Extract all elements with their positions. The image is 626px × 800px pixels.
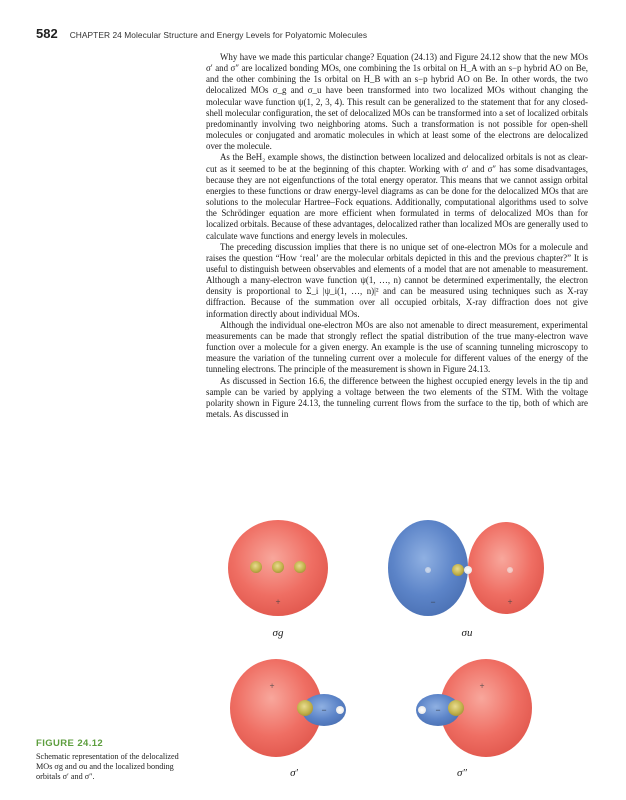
- sigma-g-label: σg: [272, 627, 284, 639]
- paragraph-3: The preceding discussion implies that there is no unique set of one-electron MOs for a molecule and raises the question “How ‘real’ are the molecular orbitals depicted in this and the previous chapter?” It is useful to distinguish between observables and elements of a model that are not amenable to measurement. Although a many-electron wave function ψ(1, …, n) cannot be determined experimentally, the electron density is proportional to Σ_i |ψ_i(1, …, n)|² and can be measured using techniques such as X-ray diffraction. Because of the summation over all occupied orbitals, X-ray diffraction does not give information directly about individual MOs.: [206, 241, 588, 319]
- paragraph-4: Although the individual one-electron MOs are also not amenable to direct measurement, experimental measurements can be made that strongly reflect the spatial distribution of the true many-electron wave function over a molecule for a given energy. An example is the use of scanning tunneling microscopy to measure the variation of the tunneling current over a molecule for different values of the energy of the tunneling electrons. The principle of the measurement is shown in Figure 24.13.: [206, 319, 588, 375]
- figure-caption: [36, 738, 184, 782]
- sigma-double-prime-nucleus-be: [448, 700, 464, 716]
- paragraph-1: Why have we made this particular change? Equation (24.13) and Figure 24.12 show that the new MOs σ′ and σ″ are localized bonding MOs, one combining the 1s orbital on H_A with an s−p hybrid AO on Be, and the other combining the 1s orbital on H_B with an s−p hybrid AO on Be. In other words, the two delocalized MOs σ_g and σ_u have been transformed into two localized MOs without changing the molecular wave function ψ(1, 2, 3, 4). This result can be generalized to the statement that for any closed-shell molecular configuration, the set of delocalized MOs can be transformed into a set of localized orbitals predominantly involving two neighboring atoms. Such a transformation is not possible for open-shell molecules or conjugated and aromatic molecules in which at least some of the electrons are delocalized over the molecule.: [206, 52, 588, 152]
- sigma-g-nucleus-center: [272, 561, 284, 573]
- sigma-double-prime-label: σ″: [456, 767, 468, 779]
- caption-title: FIGURE 24.12: [36, 738, 104, 749]
- sigma-u-nucleus-left: [425, 567, 431, 573]
- body-text: [206, 52, 588, 420]
- sigma-u-orbital: [388, 520, 544, 616]
- sigma-prime-orbital: [230, 659, 346, 757]
- sigma-g-orbital: [228, 520, 328, 616]
- sigma-u-nucleus-center: [452, 564, 464, 576]
- sigma-g-nucleus-left: [250, 561, 262, 573]
- sigma-prime-label: σ′: [290, 767, 298, 779]
- paragraph-5: As discussed in Section 16.6, the difference between the highest occupied energy levels in the tip and sample can be varied by applying a voltage between the two elements of the STM. With the voltage polarity shown in Figure 24.13, the tunneling current flows from the surface to the tip, both of which are metals. As discussed in: [206, 375, 588, 419]
- sigma-double-prime-plus-sign: +: [479, 681, 485, 691]
- orbital-figure: [206, 512, 588, 797]
- page-number: 582: [36, 26, 58, 41]
- running-head: CHAPTER 24 Molecular Structure and Energy Levels for Polyatomic Molecules: [69, 30, 368, 40]
- sigma-u-label: σu: [461, 627, 473, 639]
- sigma-prime-nucleus-h: [336, 706, 344, 714]
- sigma-u-minus-sign: −: [430, 597, 436, 607]
- sigma-double-prime-minus-sign: −: [435, 705, 441, 715]
- sigma-double-prime-nucleus-h: [418, 706, 426, 714]
- figure-24-12: [206, 512, 588, 797]
- sigma-u-positive-lobe: [468, 522, 544, 614]
- sigma-g-plus-sign: +: [275, 597, 281, 607]
- page-header: [36, 26, 367, 42]
- sigma-g-nucleus-right: [294, 561, 306, 573]
- sigma-prime-nucleus-be: [297, 700, 313, 716]
- paragraph-2: As the BeH₂ example shows, the distinction between localized and delocalized orbitals is not as clear-cut as it seemed to be at the beginning of this chapter. Working with σ′ and σ″ has some disadvantages, because they are not eigenfunctions of the total energy operator. This means that we cannot assign orbital energies to these functions or draw energy-level diagrams as can be done for the delocalized MOs that are solutions to the molecular Hartree–Fock equations. Additionally, computational algorithms used to solve the Schrödinger equation are more efficient when formulated in terms of delocalized MOs than for localized orbitals. Because of these advantages, delocalized rather than localized MOs are generally used to calculate wave functions and energy levels in molecules.: [206, 152, 588, 241]
- sigma-u-plus-sign: +: [507, 597, 513, 607]
- sigma-prime-minus-sign: −: [321, 705, 327, 715]
- sigma-u-nucleus-right: [507, 567, 513, 573]
- sigma-double-prime-orbital: [416, 659, 532, 757]
- sigma-u-nucleus-inner: [464, 566, 472, 574]
- caption-text: Schematic representation of the delocalized MOs σg and σu and the localized bonding orbitals σ′ and σ″.: [36, 752, 179, 781]
- sigma-prime-plus-sign: +: [269, 681, 275, 691]
